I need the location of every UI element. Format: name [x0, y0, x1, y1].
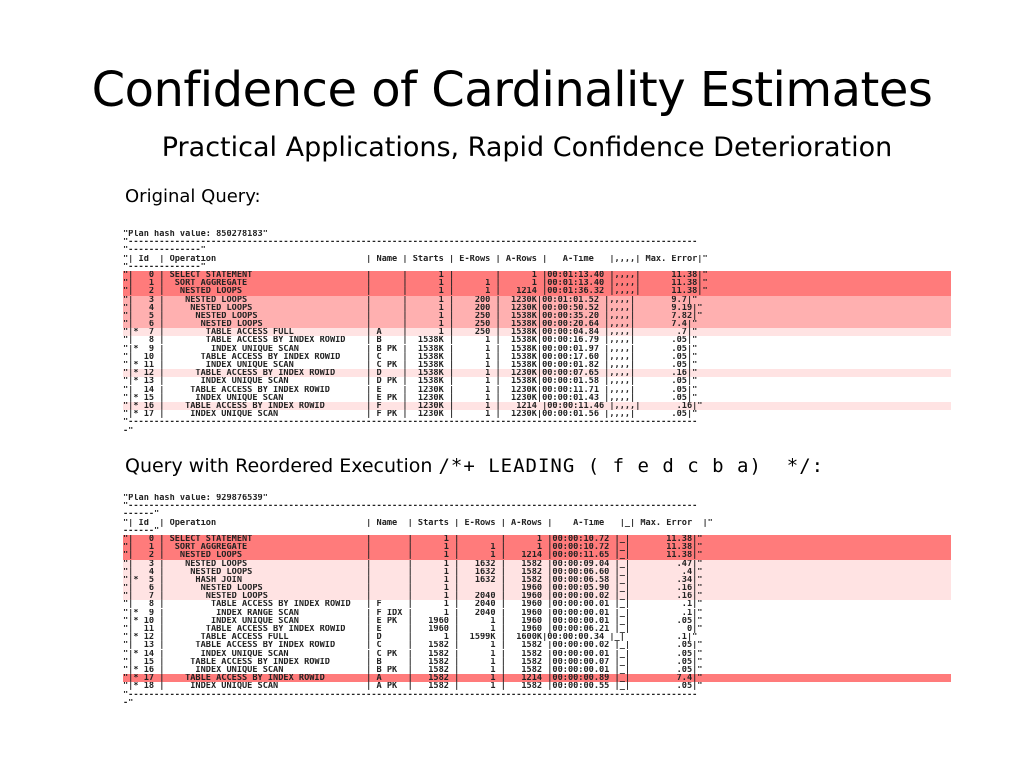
plan-row: "| 6 | NESTED LOOPS | | 1 | | 1960 |00:00:05.90 |_| .16|"	[123, 584, 951, 592]
plan-row: "|* 12 | TABLE ACCESS BY INDEX ROWID | D | 1538K | 1 | 1230K|00:00:07.65 |,,,,| .16|"	[123, 369, 951, 377]
leading-hint-text: /*+ LEADING ( f e d c b a) */:	[438, 455, 825, 477]
plan-row: "| 8 | TABLE ACCESS BY INDEX ROWID | B | 1538K | 1 | 1538K|00:00:16.79 |,,,,| .05|"	[123, 336, 698, 345]
plan-row: "| 6 | NESTED LOOPS | | 1 | 250 | 1538K|00:00:20.64 |,,,,| 7.4|"	[123, 320, 951, 328]
plan-row: "| 14 | TABLE ACCESS BY INDEX ROWID | E | 1230K | 1 | 1230K|00:00:11.71 |,,,,| .05|"	[123, 385, 698, 394]
plan-column-header: "| Id | Operation | Name | Starts | E-Rows | A-Rows | A-Time |,,,,| Max. Error|"	[123, 254, 708, 263]
plan-row: "|* 16 | TABLE ACCESS BY INDEX ROWID | F | 1230K | 1 | 1214 |00:00:11.46 |,,,,| .16|"	[123, 402, 951, 410]
plan-row: "|* 17 | INDEX UNIQUE SCAN | F PK | 1230K | 1 | 1230K|00:00:01.56 |,,,,| .05|"	[123, 410, 698, 419]
plan-row: "| 3 | NESTED LOOPS | | 1 | 200 | 1230K|00:01:01.52 |,,,,| 9.7|"	[123, 296, 951, 304]
plan-column-header: "| Id | Operation | Name | Starts | E-Rows | A-Rows | A-Time |_| Max. Error |"	[123, 518, 713, 527]
plan-row: "|* 12 | TABLE ACCESS FULL | D | 1 | 1599K | 1600K|00:00:00.34 |_| .1|"	[123, 633, 698, 642]
plan-separator-line: "--------------------------------------------------------------------------------------------------------------	[123, 502, 698, 511]
slide-title: Confidence of Cardinality Estimates	[91, 62, 933, 118]
plan-row: "| 4 | NESTED LOOPS | | 1 | 1632 | 1582 |00:00:06.60 |_| .4|"	[123, 568, 951, 576]
plan-separator-line: ------"	[123, 526, 160, 535]
plan-row: "| 2 | NESTED LOOPS | | 1 | 1 | 1214 |00:01:36.32 |,,,,| 11.38|"	[123, 287, 951, 295]
plan-row: "|* 5 | HASH JOIN | | 1 | 1632 | 1582 |00:00:06.58 |_| .34|"	[123, 576, 951, 584]
original-execution-plan	[123, 230, 951, 435]
plan-separator-line: "--------------"	[123, 262, 206, 271]
plan-row: "| 8 | TABLE ACCESS BY INDEX ROWID | F | 1 | 2040 | 1960 |00:00:00.01 |_| .1|"	[123, 600, 703, 609]
plan-row: "| 3 | NESTED LOOPS | | 1 | 1632 | 1582 |00:00:09.04 |_| .47|"	[123, 560, 951, 568]
plan-row: "| 0 | SELECT STATEMENT | | 1 | | 1 |00:01:13.40 |,,,,| 11.38|"	[123, 271, 951, 279]
plan-row: "| 0 | SELECT STATEMENT | | 1 | | 1 |00:00:10.72 |_| 11.38|"	[123, 535, 951, 543]
plan-header-line: "Plan hash value: 850278183"	[123, 230, 268, 239]
slide-subtitle: Practical Applications, Rapid Confidence Deterioration	[161, 132, 893, 163]
plan-separator-line: "--------------"	[123, 246, 206, 255]
plan-row: "|* 16 | INDEX UNIQUE SCAN | B PK | 1582 | 1 | 1582 |00:00:00.01 |_| .05|"	[123, 665, 703, 675]
plan-row: "|* 7 | TABLE ACCESS FULL | A | 1 | 250 | 1538K|00:00:04.84 |,,,,| .7|"	[123, 328, 951, 336]
plan-row: "| 5 | NESTED LOOPS | | 1 | 250 | 1538K|00:00:35.20 |,,,,| 7.82|"	[123, 312, 951, 320]
reordered-label-text: Query with Reordered Execution	[125, 455, 439, 477]
plan-separator-line: "--------------------------------------------------------------------------------------------------------------	[123, 238, 698, 247]
plan-row: "|* 11 | INDEX UNIQUE SCAN | C PK | 1538K | 1 | 1538K|00:00:01.82 |,,,,| .05|"	[123, 361, 698, 370]
plan-row: "| 7 | NESTED LOOPS | | 1 | 2040 | 1960 |00:00:00.02 |_| .16|"	[123, 592, 951, 600]
plan-row: "|* 13 | INDEX UNIQUE SCAN | D PK | 1538K | 1 | 1538K|00:00:01.58 |,,,,| .05|"	[123, 377, 698, 386]
plan-separator-line: "--------------------------------------------------------------------------------------------------------------	[123, 690, 698, 699]
original-query-label: Original Query:	[125, 186, 261, 207]
plan-separator-line: "--------------------------------------------------------------------------------------------------------------	[123, 418, 698, 427]
plan-separator-line: ------"	[123, 510, 160, 519]
plan-row: "| 1 | SORT AGGREGATE | | 1 | 1 | 1 |00:01:13.40 |,,,,| 11.38|"	[123, 279, 951, 287]
plan-row: "|* 9 | INDEX UNIQUE SCAN | B PK | 1538K | 1 | 1538K|00:00:01.97 |,,,,| .05|"	[123, 344, 698, 353]
plan-header-line: "Plan hash value: 929876539"	[123, 494, 268, 503]
plan-row: "| 11 | TABLE ACCESS BY INDEX ROWID | E | 1960 | 1 | 1960 |00:00:06.21 |_| 0|"	[123, 625, 703, 634]
plan-row: "|* 17 | TABLE ACCESS BY INDEX ROWID | A | 1582 | 1 | 1214 |00:00:00.89 |_| 7.4|"	[123, 674, 951, 682]
plan-row: "|* 15 | INDEX UNIQUE SCAN | E PK | 1230K | 1 | 1230K|00:00:01.43 |,,,,| .05|"	[123, 393, 698, 402]
plan-row: "| 13 | TABLE ACCESS BY INDEX ROWID | C | 1582 | 1 | 1582 |00:00:00.02 |_| .05|"	[123, 641, 703, 650]
plan-row: "| 1 | SORT AGGREGATE | | 1 | 1 | 1 |00:00:10.72 |_| 11.38|"	[123, 543, 951, 551]
plan-separator-line: -"	[123, 698, 134, 707]
plan-row: "|* 14 | INDEX UNIQUE SCAN | C PK | 1582 | 1 | 1582 |00:00:00.01 |_| .05|"	[123, 649, 703, 658]
plan-row: "|* 18 | INDEX UNIQUE SCAN | A PK | 1582 | 1 | 1582 |00:00:00.55 |_| .05|"	[123, 682, 703, 691]
plan-row: "| 15 | TABLE ACCESS BY INDEX ROWID | B | 1582 | 1 | 1582 |00:00:00.07 |_| .05|"	[123, 657, 703, 666]
reordered-execution-plan	[123, 494, 951, 707]
plan-row: "|* 9 | INDEX RANGE SCAN | F IDX | 1 | 2040 | 1960 |00:00:00.01 |_| .1|"	[123, 608, 703, 617]
plan-row: "| 4 | NESTED LOOPS | | 1 | 200 | 1230K|00:00:50.52 |,,,,| 9.19|"	[123, 304, 951, 312]
plan-row: "| 10 | TABLE ACCESS BY INDEX ROWID | C | 1538K | 1 | 1538K|00:00:17.60 |,,,,| .05|"	[123, 352, 698, 361]
plan-row: "|* 10 | INDEX UNIQUE SCAN | E PK | 1960 | 1 | 1960 |00:00:00.01 |_| .05|"	[123, 616, 703, 625]
plan-row: "| 2 | NESTED LOOPS | | 1 | 1 | 1214 |00:00:11.65 |_| 11.38|"	[123, 551, 951, 559]
reordered-query-label	[125, 452, 824, 480]
plan-separator-line: -"	[123, 426, 134, 435]
